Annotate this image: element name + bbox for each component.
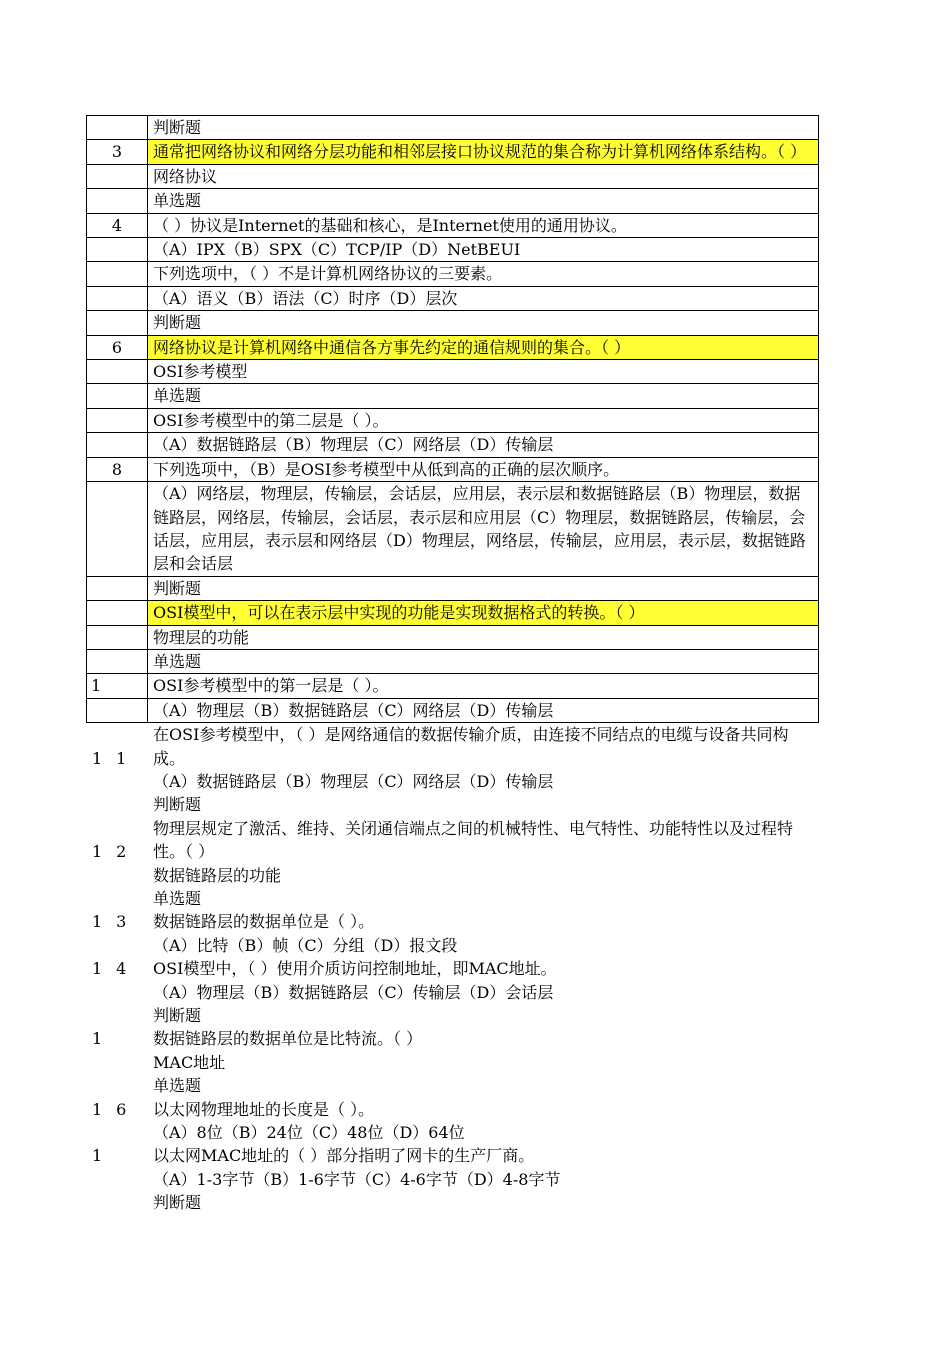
row-text: 单选题 [148,384,819,408]
row-number-cell [86,1121,148,1144]
row-text: 判断题 [148,577,819,601]
row-number-cell [86,1168,148,1191]
row-number-cell [86,1027,148,1050]
sheet-row [86,214,819,238]
sheet-row [86,1144,819,1167]
sheet-row [86,864,819,887]
row-number: 1 [92,1029,117,1049]
sheet-row [86,770,819,793]
row-text: 判断题 [148,115,819,140]
row-number-cell [86,817,148,864]
row-text: 数据链路层的功能 [153,865,282,885]
row-text: （A）数据链路层（B）物理层（C）网络层（D）传输层 [153,771,554,791]
row-text: （A）IPX（B）SPX（C）TCP/IP（D）NetBEUI [148,238,819,262]
row-number-cell [86,981,148,1004]
row-text: OSI模型中，可以在表示层中实现的功能是实现数据格式的转换。（ ） [148,601,819,625]
sheet-row [86,981,819,1004]
row-number-cell [86,458,148,482]
row-number-cell [86,360,148,384]
row-text: OSI模型中，（ ）使用介质访问控制地址，即MAC地址。 [153,959,557,979]
row-number-cell [86,115,148,140]
row-number: 13 [92,912,141,932]
sheet-row [86,793,819,816]
row-text: 网络协议 [148,165,819,189]
row-text: MAC地址 [153,1052,226,1072]
row-text: （A）1-3字节（B）1-6字节（C）4-6字节（D）4-8字节 [153,1169,561,1189]
row-text: 通常把网络协议和网络分层功能和相邻层接口协议规范的集合称为计算机网络体系结构。（ ） [148,140,819,164]
row-number: 1 [91,676,102,696]
row-text: 以太网MAC地址的（ ）部分指明了网卡的生产厂商。 [153,1146,535,1166]
sheet-row [86,957,819,980]
sheet-row [86,1168,819,1191]
row-number: 4 [111,215,123,235]
sheet-row [86,165,819,189]
row-number-cell [86,336,148,360]
row-number-cell [86,601,148,625]
row-text: 数据链路层的数据单位是比特流。（ ） [153,1029,423,1049]
sheet-row [86,115,819,140]
row-number-cell [86,723,148,770]
row-text: 下列选项中，（ ）不是计算机网络协议的三要素。 [148,262,819,286]
row-text: OSI参考模型中的第一层是（ ）。 [148,674,819,698]
row-number-cell [86,311,148,335]
row-number-cell [86,887,148,910]
sheet-row [86,699,819,723]
sheet-row [86,1098,819,1121]
row-number-cell [86,910,148,933]
row-number-cell [86,934,148,957]
row-number-cell [86,1098,148,1121]
row-number-cell [86,433,148,457]
row-text: （A）物理层（B）数据链路层（C）传输层（D）会话层 [153,982,554,1002]
row-text: 下列选项中，（B）是OSI参考模型中从低到高的正确的层次顺序。 [148,458,819,482]
sheet-row [86,601,819,625]
row-number: 6 [111,337,123,357]
sheet-row [86,1027,819,1050]
row-number: 12 [92,842,141,862]
row-number-cell [86,140,148,164]
sheet-row [86,262,819,286]
row-number-cell [86,770,148,793]
sheet-row [86,1074,819,1097]
sheet-row [86,140,819,164]
row-number-cell [86,189,148,213]
sheet-row [86,433,819,457]
row-number-cell [86,577,148,601]
sheet-row [86,482,819,577]
row-number: 11 [92,748,141,768]
sheet-row [86,311,819,335]
sheet-row [86,360,819,384]
sheet-row [86,934,819,957]
row-number-cell [86,1191,148,1214]
row-number-cell [86,409,148,433]
row-text: 判断题 [153,1193,202,1213]
sheet-row [86,650,819,674]
sheet-row [86,1004,819,1027]
row-text: 单选题 [153,1076,202,1096]
row-number-cell [86,1051,148,1074]
sheet-row [86,887,819,910]
row-text: 以太网物理地址的长度是（ ）。 [153,1099,375,1119]
row-number-cell [86,1074,148,1097]
row-number-cell [86,238,148,262]
row-number-cell [86,699,148,723]
sheet-row [86,817,819,864]
row-text: 在OSI参考模型中，（ ）是网络通信的数据传输介质，由连接不同结点的电缆与设备共同构成。 [153,725,789,768]
sheet-row [86,287,819,311]
row-text: （A）比特（B）帧（C）分组（D）报文段 [153,935,458,955]
row-text: （A）语义（B）语法（C）时序（D）层次 [148,287,819,311]
row-number-cell [86,214,148,238]
row-text: 物理层规定了激活、维持、关闭通信端点之间的机械特性、电气特性、功能特性以及过程特性。（ ） [153,818,794,862]
row-number: 3 [111,142,123,162]
row-text: 判断题 [153,1006,202,1026]
sheet-row [86,238,819,262]
sheet-row [86,1191,819,1214]
row-text: （ ）协议是Internet的基础和核心，是Internet使用的通用协议。 [148,214,819,238]
row-text: 单选题 [148,189,819,213]
sheet-row [86,1121,819,1144]
row-number-cell [86,626,148,650]
row-number: 16 [92,1099,141,1119]
row-text: （A）数据链路层（B）物理层（C）网络层（D）传输层 [148,433,819,457]
row-number-cell [86,1004,148,1027]
sheet-row [86,336,819,360]
sheet-row [86,910,819,933]
row-number-cell [86,650,148,674]
sheet-row [86,674,819,698]
row-number-cell [86,262,148,286]
row-number-cell [86,957,148,980]
row-number: 1 [92,1146,117,1166]
sheet-row [86,409,819,433]
sheet-row [86,384,819,408]
row-number-cell [86,793,148,816]
row-number: 14 [92,959,141,979]
row-number-cell [86,864,148,887]
row-number-cell [86,674,148,698]
row-number-cell [86,384,148,408]
row-number-cell [86,1144,148,1167]
row-text: OSI参考模型中的第二层是（ ）。 [148,409,819,433]
row-number-cell [86,165,148,189]
sheet-row [86,577,819,601]
question-sheet [86,115,819,1215]
row-text: 数据链路层的数据单位是（ ）。 [153,912,375,932]
row-number-cell [86,482,148,577]
row-text: （A）网络层，物理层，传输层，会话层，应用层，表示层和数据链路层（B）物理层，数据链路层，网络层，传输层，会话层，表示层和应用层（C）物理层，数据链路层，传输层，会话层，应用层，表示层和网络层（D）物理层，网络层，传输层，应用层，表示层，数据链路层和会话层 [148,482,819,577]
row-number-cell [86,287,148,311]
row-text: 判断题 [153,795,202,815]
sheet-row [86,626,819,650]
sheet-row [86,1051,819,1074]
row-text: 网络协议是计算机网络中通信各方事先约定的通信规则的集合。（ ） [148,336,819,360]
sheet-row [86,458,819,482]
row-text: （A）8位（B）24位（C）48位（D）64位 [153,1123,465,1143]
sheet-row [86,723,819,770]
row-text: 判断题 [148,311,819,335]
row-text: 物理层的功能 [148,626,819,650]
row-number: 8 [111,459,123,479]
row-text: 单选题 [153,889,202,908]
row-text: 单选题 [148,650,819,674]
row-text: （A）物理层（B）数据链路层（C）网络层（D）传输层 [148,699,819,723]
sheet-row [86,189,819,213]
row-text: OSI参考模型 [148,360,819,384]
